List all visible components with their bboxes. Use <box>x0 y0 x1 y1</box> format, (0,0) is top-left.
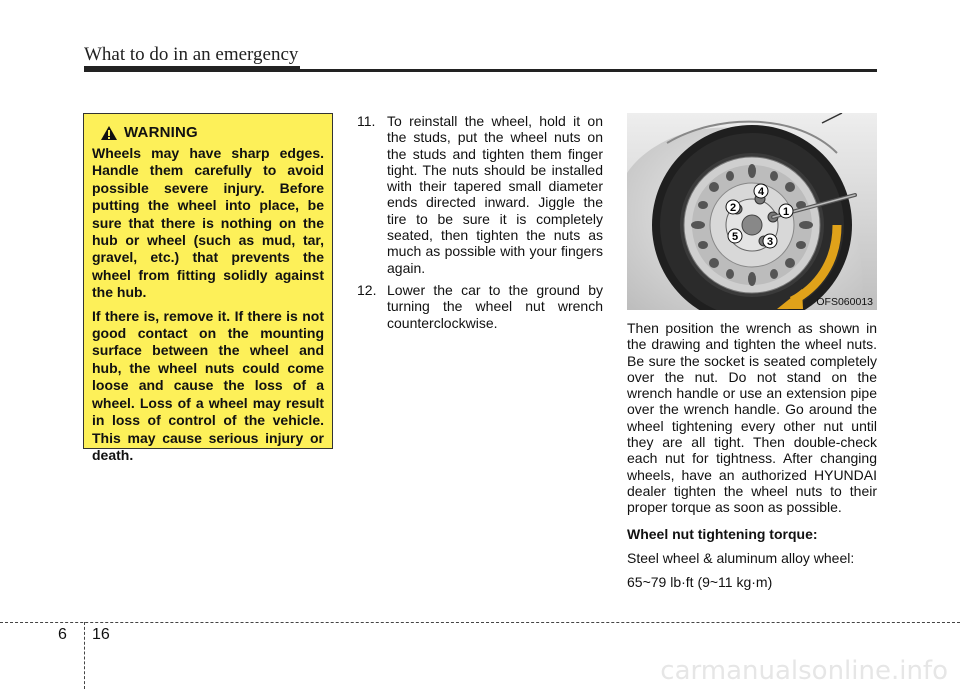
wheel-drawing <box>627 113 877 310</box>
step-number: 12. <box>357 281 377 298</box>
warning-box <box>83 113 333 463</box>
warning-paragraph: If there is, remove it. If there is not good contact on the mounting surface between the wheel and hub, the wheel nuts could come loose and cause the loss of a wheel. Loss of a wheel may result in loss of control of the vehicle. This may cause serious injury or death. <box>92 307 324 463</box>
site-watermark: carmanualsonline.info <box>660 656 948 686</box>
step-number: 11. <box>357 113 376 129</box>
warning-header <box>92 124 324 141</box>
warning-triangle-icon <box>100 125 118 141</box>
warning-title: WARNING <box>124 124 198 141</box>
step-text: Lower the car to the ground by turning the wheel nut wrench counterclockwise. <box>387 281 603 331</box>
nut-label: 4 <box>757 186 765 198</box>
chapter-number: 6 <box>58 626 67 643</box>
torque-line: 65~79 lb·ft (9~11 kg·m) <box>627 574 773 591</box>
step-text: To reinstall the wheel, hold it on the studs, put the wheel nuts on the studs and tighten them finger tight. The nuts should be installed with their tapered small diameter ends directed inward. Jiggle the tire to be sure it is completely seated, then tighten the nuts as much as possible with your fingers again. <box>387 113 603 276</box>
torque-heading: Wheel nut tightening torque: <box>627 525 818 542</box>
page-header-title: What to do in an emergency <box>84 44 299 65</box>
warning-paragraph: Wheels may have sharp edges. Handle them carefully to avoid possible severe injury. Before putting the wheel into place, be sure that there is nothing on the hub or wheel (such as mud, tar, gravel, etc.) that prevents the wheel from fitting solidly against the hub. <box>92 145 324 301</box>
torque-line: Steel wheel & aluminum alloy wheel: <box>627 549 855 566</box>
instruction-paragraph: Then position the wrench as shown in the drawing and tighten the wheel nuts. Be sure the socket is seated completely over the nut. Do not stand on the wrench handle or use an extension pipe over the wrench handle. Go around the wheel tightening every other nut until they are all tight. Then double-check each nut for tightness. After changing wheels, have an authorized HYUNDAI dealer tighten the wheel nuts to their proper torque as soon as possible. <box>627 320 877 516</box>
nut-label: 2 <box>729 202 737 214</box>
footer-rule <box>0 622 960 623</box>
nut-label: 5 <box>731 231 739 243</box>
header-rule-accent <box>84 66 300 72</box>
nut-label: 3 <box>766 236 774 248</box>
figure-code: OFS060013 <box>816 296 873 308</box>
footer-divider <box>84 622 85 689</box>
page-number: 16 <box>92 626 110 643</box>
instructions-column <box>627 320 877 598</box>
step-item <box>357 282 603 331</box>
steps-column <box>357 113 603 337</box>
wheel-illustration <box>627 113 877 310</box>
nut-label: 1 <box>782 206 790 218</box>
step-item <box>357 113 603 276</box>
